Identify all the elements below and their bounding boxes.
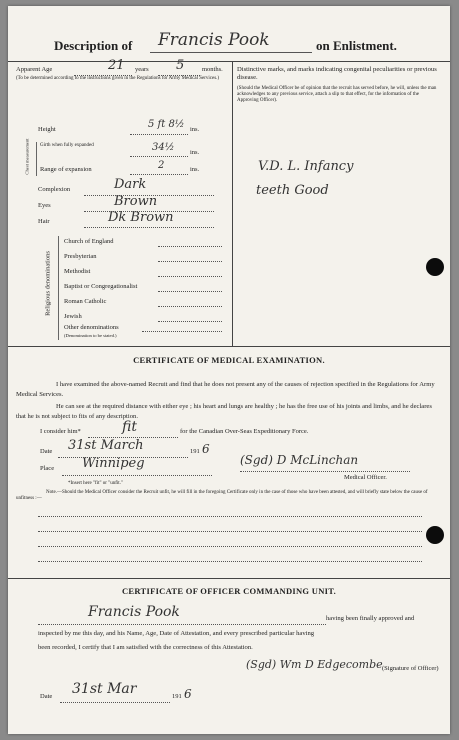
range-unit: ins. <box>190 166 200 173</box>
marks-note: (Should the Medical Officer be of opinion that the recruit has served before, he will, unless the man acknowledges to any previous service, attach a slip to that effect, for the information of the Approving Officer). <box>237 86 437 103</box>
religion-item: Methodist <box>64 268 91 275</box>
commanding-date-value: 31st Mar <box>72 681 137 697</box>
commanding-line-1: having been finally approved and <box>326 615 415 622</box>
recruit-name: Francis Pook <box>158 30 270 50</box>
chest-label: Chest measurement <box>24 138 30 175</box>
commanding-officer-signature: (Sgd) Wm D Edgecombe <box>246 658 383 671</box>
medical-officer-signature: (Sgd) D McLinchan <box>240 453 359 467</box>
commanding-line-3: been recorded, I certify that I am satisfied with the correctness of this Attestation. <box>38 644 253 651</box>
eyes-value: Brown <box>114 194 158 209</box>
medical-title: CERTIFICATE OF MEDICAL EXAMINATION. <box>133 355 325 365</box>
medical-officer-label: Medical Officer. <box>344 474 387 481</box>
commanding-year-value: 6 <box>184 687 192 701</box>
religion-item: Baptist or Congregationalist <box>64 283 138 290</box>
medical-place-value: Winnipeg <box>82 456 145 471</box>
header-prefix: Description of <box>54 38 133 53</box>
distinctive-mark-2: teeth Good <box>256 183 329 198</box>
height-value: 5 ft 8½ <box>148 119 185 130</box>
other-denominations-note: (Denomination to be stated.) <box>64 333 117 338</box>
age-note: (To be determined according to the instructions given in the Regulations for Army Medical Services.) <box>16 76 220 81</box>
marks-heading: Distinctive marks, and marks indicating congenital peculiarities or previous disease. <box>237 66 437 81</box>
insert-note: *Insert here "fit" or "unfit." <box>68 481 123 486</box>
religion-group <box>38 236 58 340</box>
commanding-date-label: Date <box>40 693 53 700</box>
medical-para-2: He can see at the required distance with either eye ; his heart and lungs are healthy ; he has the free use of his joints and limbs, and he declares that he is not subject to fits of any description. <box>16 403 432 420</box>
commanding-recruit-name: Francis Pook <box>88 604 180 620</box>
distinctive-mark-1: V.D. L. Infancy <box>258 159 354 174</box>
religion-item: Jewish <box>64 313 82 320</box>
medical-date-value: 31st March <box>68 438 144 453</box>
height-label: Height <box>38 126 56 133</box>
range-label: Range of expansion <box>40 166 92 173</box>
height-unit: ins. <box>190 126 200 133</box>
age-years: 21 <box>108 58 125 73</box>
girth-label: Girth when fully expanded <box>40 143 94 148</box>
medical-year-value: 6 <box>202 442 210 456</box>
range-value: 2 <box>158 160 165 171</box>
medical-year-prefix: 191 <box>190 448 200 455</box>
girth-unit: ins. <box>190 149 200 156</box>
hair-label: Hair <box>38 218 50 225</box>
religion-item: Presbyterian <box>64 253 97 260</box>
eyes-label: Eyes <box>38 202 51 209</box>
commanding-year-prefix: 191 <box>172 693 182 700</box>
other-denominations-label: Other denominations <box>64 324 119 331</box>
consider-value: fit <box>122 419 137 435</box>
complexion-value: Dark <box>114 177 147 192</box>
age-months: 5 <box>176 58 185 73</box>
religion-label: Religious denominations <box>44 251 52 316</box>
age-label: Apparent Age <box>16 66 53 73</box>
religion-item: Church of England <box>64 238 114 245</box>
medical-para-1: I have examined the above-named Recruit and find that he does not present any of the causes of rejection specified in the Regulations for Army Medical Services. <box>16 381 435 398</box>
consider-prefix: I consider him* <box>40 428 81 435</box>
chest-group <box>16 140 36 178</box>
punch-hole-bottom <box>426 526 444 544</box>
hair-value: Dk Brown <box>108 210 174 225</box>
commanding-title: CERTIFICATE OF OFFICER COMMANDING UNIT. <box>121 586 337 596</box>
commanding-line-2: inspected by me this day, and his Name, Age, Date of Attestation, and every prescribed particular having <box>38 630 315 637</box>
girth-value: 34½ <box>152 142 175 153</box>
header-suffix: on Enlistment. <box>316 38 397 53</box>
age-months-unit: months. <box>202 66 223 73</box>
medical-place-label: Place <box>40 465 55 472</box>
consider-suffix: for the Canadian Over-Seas Expeditionary Force. <box>180 428 309 435</box>
commanding-signature-label: (Signature of Officer) <box>382 665 439 672</box>
punch-hole-top <box>426 258 444 276</box>
age-years-unit: years <box>135 66 149 73</box>
enlistment-form <box>8 6 450 734</box>
religion-item: Roman Catholic <box>64 298 107 305</box>
medical-date-label: Date <box>40 448 53 455</box>
unfit-note: Note.—Should the Medical Officer consider the Recruit unfit, he will fill in the foregoing Certificate only in the case of those who have been attested, and will briefly state below the cause of unfitness :— <box>16 490 428 501</box>
complexion-label: Complexion <box>38 186 71 193</box>
